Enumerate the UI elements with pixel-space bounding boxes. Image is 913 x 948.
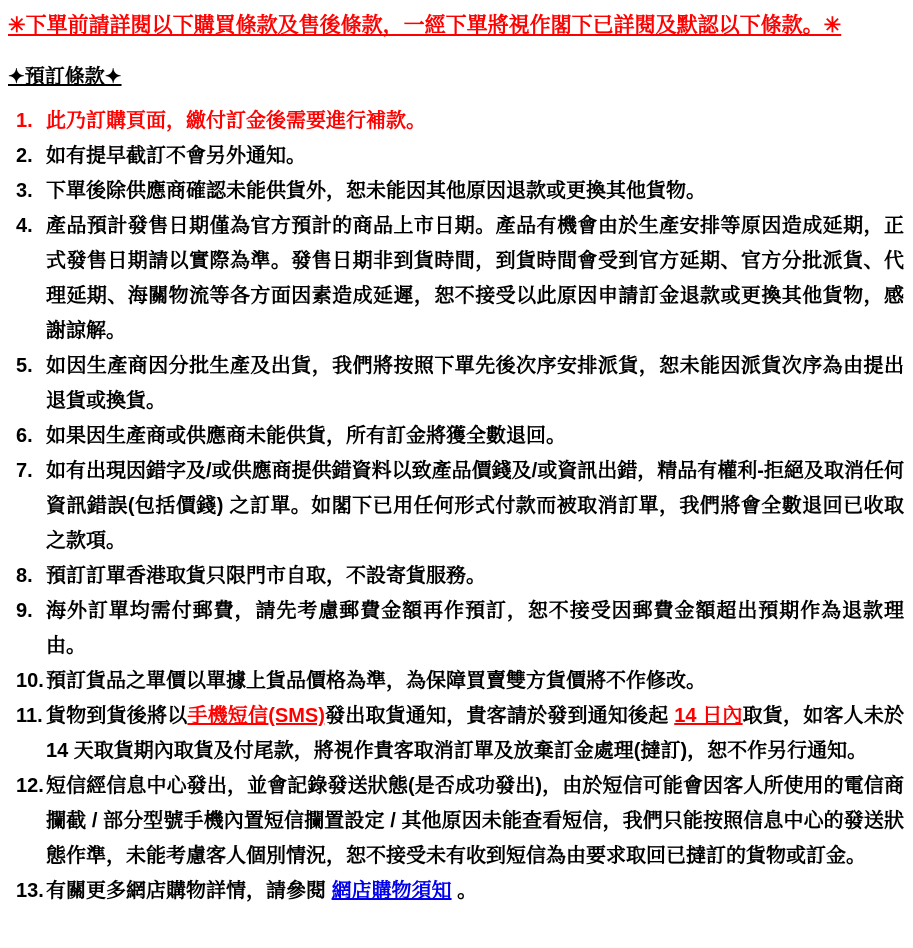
- term-text-segment: 如有出現因錯字及/或供應商提供錯資料以致產品價錢及/或資訊出錯，精品有權利-拒絕及取消任何資訊錯誤(包括價錢) 之訂單。如閣下已用任何形式付款而被取消訂單，我們將會全數退回已收取之款項。: [46, 460, 904, 552]
- term-text: [46, 559, 904, 594]
- term-number: 2.: [16, 145, 33, 167]
- term-item: [8, 699, 904, 769]
- term-number: 13.: [16, 880, 44, 902]
- term-item: [8, 104, 904, 139]
- term-text-segment: 預訂訂單香港取貨只限門市自取，不設寄貨服務。: [46, 565, 486, 587]
- term-number: 11.: [16, 705, 43, 727]
- term-number: 1.: [16, 110, 33, 132]
- term-number: 7.: [16, 460, 33, 482]
- term-text-segment: 短信經信息中心發出，並會記錄發送狀態(是否成功發出)，由於短信可能會因客人所使用的電信商攔截 / 部分型號手機內置短信攔置設定 / 其他原因未能查看短信，我們只能按照信息中心的發送狀態作準，未能考慮客人個別情況，恕不接受未有收到短信為由要求取回已撻訂的貨物或訂金。: [46, 775, 904, 867]
- term-item: [8, 349, 904, 419]
- term-text: [46, 454, 904, 559]
- term-number: 5.: [16, 355, 33, 377]
- term-text: [46, 104, 904, 139]
- term-item: [8, 594, 904, 664]
- term-item: [8, 209, 904, 349]
- term-text-segment: 預訂貨品之單價以單據上貨品價格為準，為保障買賣雙方貨價將不作修改。: [46, 670, 706, 692]
- term-text-segment: 如果因生產商或供應商未能供貨，所有訂金將獲全數退回。: [46, 425, 566, 447]
- term-text: [46, 419, 904, 454]
- term-number: 10.: [16, 670, 44, 692]
- term-text: [46, 174, 904, 209]
- term-text-segment: 取貨，如客人未於 14 天取貨期內取貨及付尾款，將視作貴客取消訂單及放棄訂金處理(撻訂)，恕不作另行通知。: [46, 705, 905, 762]
- highlighted-red-text: 14 日內: [674, 705, 743, 727]
- term-item: [8, 419, 904, 454]
- term-text: [46, 874, 904, 909]
- term-text-segment: 此乃訂購頁面，繳付訂金後需要進行補款。: [46, 110, 426, 132]
- store-shopping-notes-link[interactable]: 網店購物須知: [331, 880, 452, 902]
- term-text: [46, 139, 904, 174]
- term-text: [46, 769, 904, 874]
- term-text-segment: 貨物到貨後將以: [46, 705, 188, 727]
- term-item: [8, 454, 904, 559]
- term-item: [8, 874, 904, 909]
- term-text-segment: 如因生產商因分批生產及出貨，我們將按照下單先後次序安排派貨，恕未能因派貨次序為由提出退貨或換貨。: [46, 355, 904, 412]
- term-item: [8, 664, 904, 699]
- section-title-preorder-terms: ✦預訂條款✦: [8, 66, 122, 88]
- purchase-warning-notice: ✳下單前請詳閱以下購買條款及售後條款，一經下單將視作閣下已詳閱及默認以下條款。✳: [8, 14, 842, 37]
- term-item: [8, 769, 904, 874]
- term-number: 8.: [16, 565, 33, 587]
- terms-list: [8, 104, 904, 909]
- term-number: 6.: [16, 425, 33, 447]
- term-text: [46, 594, 904, 664]
- highlighted-red-text: 手機短信(SMS): [187, 705, 325, 727]
- term-text-segment: 發出取貨通知，貴客請於發到通知後起: [324, 705, 675, 727]
- term-text: [46, 664, 904, 699]
- term-text-segment: 下單後除供應商確認未能供貨外，恕未能因其他原因退款或更換其他貨物。: [46, 180, 706, 202]
- term-text: [46, 349, 904, 419]
- term-text-segment: 如有提早截訂不會另外通知。: [46, 145, 306, 167]
- term-text-segment: 產品預計發售日期僅為官方預計的商品上市日期。產品有機會由於生產安排等原因造成延期，正式發售日期請以實際為準。發售日期非到貨時間，到貨時間會受到官方延期、官方分批派貨、代理延期、海關物流等各方面因素造成延遲，恕不接受以此原因申請訂金退款或更換其他貨物，感謝諒解。: [46, 215, 904, 342]
- term-item: [8, 559, 904, 594]
- term-number: 3.: [16, 180, 33, 202]
- term-text: [46, 209, 904, 349]
- term-text-segment: 。: [451, 880, 478, 902]
- term-text-segment: 有關更多網店購物詳情，請參閱: [46, 880, 332, 902]
- term-number: 12.: [16, 775, 44, 797]
- term-text: [46, 699, 904, 769]
- term-item: [8, 174, 904, 209]
- term-number: 9.: [16, 600, 33, 622]
- term-number: 4.: [16, 215, 33, 237]
- term-text-segment: 海外訂單均需付郵費，請先考慮郵費金額再作預訂，恕不接受因郵費金額超出預期作為退款理由。: [46, 600, 904, 657]
- term-item: [8, 139, 904, 174]
